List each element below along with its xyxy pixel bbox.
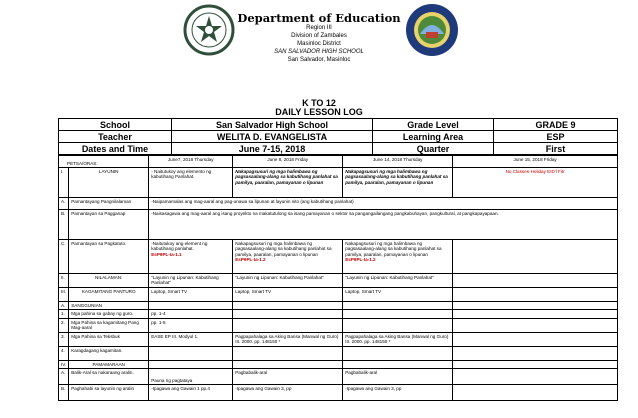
quarter-label: Quarter: [373, 143, 494, 155]
row-c: [59, 240, 618, 274]
grade-value: GRADE 9: [494, 119, 618, 131]
layunin-day2: Nakapagsusuri ng mga halimbawa ng pagsasaalang-alang sa kabutihang panlahat sa pamilya, paaralan, pamayanan o lipunan: [233, 168, 343, 198]
school-value: San Salvador High School: [172, 119, 373, 131]
row-kagamitan: [59, 288, 618, 302]
s1-text: Mga pahina sa gabay ng guro.: [69, 310, 149, 318]
department-title: Department of Education: [237, 11, 401, 25]
b-text: Pamantayan sa Pagganap: [69, 210, 149, 240]
row-s1: [59, 310, 618, 318]
sa-label: A.: [59, 302, 69, 310]
row-ivb: [59, 385, 618, 401]
layunin-day3: Nakapagsusuri ng mga halimbawa ng pagsasaalang-alang sa kabutihang panlahat sa pamilya, paaralan, pamayanan o lipunan: [343, 168, 453, 198]
address-line: San Salvador, Masinloc: [287, 57, 351, 63]
s3-text: Mga Pahina sa Teksbuk: [69, 332, 149, 346]
s2-day1: pp. 1-5: [149, 318, 233, 332]
division-line: Division of Zambales: [291, 33, 347, 39]
iva-day3: Pagbabalik-aral: [343, 369, 453, 385]
ii-day4: [453, 274, 618, 288]
iv-num: IV.: [59, 360, 69, 368]
row-pamamaraan: [59, 360, 618, 368]
grade-label: Grade Level: [373, 119, 494, 131]
info-row-dates: [59, 143, 618, 155]
day-3: June 14, 2018 Thursday: [343, 156, 453, 168]
area-label: Learning Area: [373, 131, 494, 143]
s1-label: 1.: [59, 310, 69, 318]
iva-day2: Pagbabalik-aral: [233, 369, 343, 385]
layunin-day1: - Naitutukoy ang elemento ng kabutihang Panlahat.: [149, 168, 233, 198]
layunin-row: [59, 168, 618, 198]
c-day1: [149, 240, 233, 274]
ii-text: NILALAMAN:: [69, 274, 149, 288]
s4-text: Karagdagang kagamitan.: [69, 346, 149, 360]
district-line: Masinloc District: [297, 41, 341, 47]
c-day2-code: EsP9PL-Ia-1.2: [235, 257, 266, 263]
iv-text: PAMAMARAAN: [69, 360, 149, 368]
teacher-value: WELITA D. EVANGELISTA: [172, 131, 373, 143]
row-s2: [59, 318, 618, 332]
c-day3: [343, 240, 453, 274]
s3-label: 3.: [59, 332, 69, 346]
a-value: -Naipamamalas ang mag-aaral ang pag-unawa sa lipunan at layunin nito (ang kabutihang panlahat): [149, 198, 618, 210]
iva-day1: Pauna ng pagtataya: [149, 369, 233, 385]
a-label: A.: [59, 198, 69, 210]
row-s3: [59, 332, 618, 346]
holiday-note: No Classes-Holiday EID'l Fitr: [453, 168, 618, 198]
c-text: Pamantayan sa Pagkatuto.: [69, 240, 149, 274]
row-iva: [59, 369, 618, 385]
lesson-grid: [58, 155, 618, 401]
c-day2-text: Nakapagsusuri ng mga halimbawa ng pagsasaalang-alang sa kabutihang panlahat sa pamilya, paaralan, pamayanan o lipunan: [235, 241, 332, 257]
day-1: June7, 2018 Thursday: [149, 156, 233, 168]
layunin-label: LAYUNIN: [69, 168, 149, 198]
c-day2: [233, 240, 343, 274]
iii-day4: [453, 288, 618, 302]
ivb-label: B.: [59, 385, 69, 401]
teacher-label: Teacher: [59, 131, 172, 143]
ivb-day2: -Ipagawa ang Gawain 3, pp: [233, 385, 343, 401]
s3-day3: Pagpapahalaga sa Aking Bansa (Manwal ng Guro) III. 2000. pp. 148150 *: [343, 332, 453, 346]
petsa-label: PETSA/ORAS:: [59, 156, 149, 168]
s3-day1: EASE EP III. Modyul 1.: [149, 332, 233, 346]
sa-text: SANGGUNIAN: [69, 302, 149, 310]
s3-day2: Pagpapahalaga sa Aking Bansa (Manwal ng Guro) III. 2000. pp. 148150 *: [233, 332, 343, 346]
c-day1-code: EsP9PL-Ia-1.1: [151, 251, 182, 257]
ii-day1: "Layunin ng Lipunan: Kabutihang Panlahat": [149, 274, 233, 288]
b-value: -Naisasagawa ang mag-aaral ang isang proyekto na makatutulong sa isang pamayanan o sektor sa pangangailangang pangkabuhayan, pangkultural, at pangkapayapaan.: [149, 210, 618, 240]
b-label: B.: [59, 210, 69, 240]
layunin-num: I.: [59, 168, 69, 198]
row-b: [59, 210, 618, 240]
c-day4: [453, 240, 618, 274]
dates-label: Dates and Time: [59, 143, 172, 155]
iva-text: Balik-Aral sa nakaraang aralin.: [69, 369, 149, 385]
region-line: Region III: [306, 25, 332, 31]
row-nilalaman: [59, 274, 618, 288]
c-day1-text: -Naitutukoy ang element ng kabutihang panlahat.: [151, 241, 208, 252]
ivb-day3: -Ipagawa ang Gawain 3, pp: [343, 385, 453, 401]
a-text: Pamantayang Pangnilalaman: [69, 198, 149, 210]
iva-label: A.: [59, 369, 69, 385]
quarter-value: First: [494, 143, 618, 155]
info-table: [58, 118, 618, 155]
days-row: [59, 156, 618, 168]
school-line: SAN SALVADOR HIGH SCHOOL: [274, 49, 364, 55]
info-row-school: [59, 119, 618, 131]
ii-day3: "Layunin ng Lipunan: Kabutihang Panlahat": [343, 274, 453, 288]
day-4: June 15, 2018 Friday: [453, 156, 618, 168]
s2-text: Mga Pahina sa kagamitang Pang Mag-aaral: [69, 318, 149, 332]
school-label: School: [59, 119, 172, 131]
row-sanggunian: [59, 302, 618, 310]
iii-text: KAGAMITANG PANTURO: [69, 288, 149, 302]
c-day3-text: Nakapagsusuri ng mga halimbawa ng pagsasaalang-alang sa kabutihang panlahat sa pamilya, paaralan, pamayanan o lipunan: [345, 241, 442, 257]
c-label: C.: [59, 240, 69, 274]
info-row-teacher: [59, 131, 618, 143]
log-title: DAILY LESSON LOG: [275, 107, 363, 117]
s4-label: 4.: [59, 346, 69, 360]
day-2: June 8, 2018 Friday: [233, 156, 343, 168]
ivb-day1: -Ipagawa ang Gawain 1 pp.4: [149, 385, 233, 401]
iii-day1: Laptop, Smart TV: [149, 288, 233, 302]
ivb-text: Paghahabi sa layunin ng aralin: [69, 385, 149, 401]
s1-day1: pp. 1-4: [149, 310, 233, 318]
iii-day3: Laptop, Smart TV: [343, 288, 453, 302]
ii-day2: "Layunin ng Lipunan: Kabutihang Panlahat": [233, 274, 343, 288]
row-a: [59, 198, 618, 210]
grade-range: K TO 12: [302, 98, 336, 108]
c-day3-code: EsP9PL-Ia-1.2: [345, 257, 376, 263]
row-s4: [59, 346, 618, 360]
iii-day2: Laptop, Smart TV: [233, 288, 343, 302]
iii-num: III.: [59, 288, 69, 302]
area-value: ESP: [494, 131, 618, 143]
s2-label: 2.: [59, 318, 69, 332]
dates-value: June 7-15, 2018: [172, 143, 373, 155]
ii-num: II.: [59, 274, 69, 288]
